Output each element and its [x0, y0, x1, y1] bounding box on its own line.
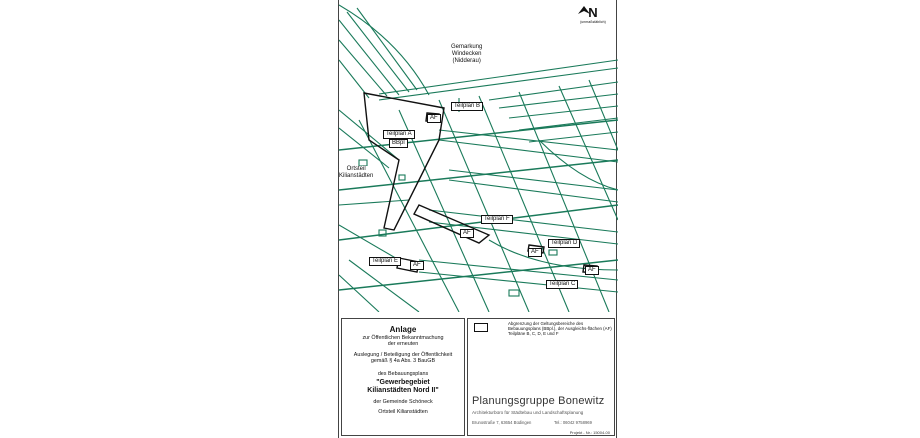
teilplan-b-label: Teilplan B — [451, 102, 483, 111]
af-label-5: AF — [585, 266, 599, 275]
af-label-3: AF — [528, 248, 542, 257]
teilplan-c-label: Teilplan C — [546, 280, 578, 289]
north-arrow-icon — [577, 6, 591, 14]
bbpl-label: BBpl — [389, 139, 408, 148]
ortsteil-label: Ortsteil Kilianstädten — [339, 166, 374, 179]
gemarkung-label: Gemarkung Windecken (Nidderau) — [451, 44, 483, 64]
teilplan-a-label: Teilplan A — [383, 130, 415, 139]
af-label-1: AF — [427, 114, 441, 123]
firm-name: Planungsgruppe Bonewitz — [472, 395, 605, 407]
firm-subtitle: Architekturbüro für Städtebau und Landschaftsplanung — [472, 410, 584, 415]
firm-phone: Tel.: 06042 9758969 — [554, 420, 592, 425]
cadastral-map — [339, 0, 618, 312]
legend-text: Abgrenzung der Geltungsbereiche des Bebauungsplans (BBpl.), der Ausgleichs-flächen (AF) Teilpläne B, C, D, E und F — [508, 321, 612, 336]
announcement-title: Anlage — [389, 325, 417, 334]
teilplan-e-label: Teilplan E — [369, 257, 401, 266]
boundary-legend-symbol — [474, 323, 488, 332]
teilplan-f-label: Teilplan F — [481, 215, 513, 224]
af-label-2: AF — [460, 229, 474, 238]
plan-name: "Gewerbegebiet — [376, 379, 430, 387]
north-arrow: N (unmaßstäblich) — [577, 6, 609, 25]
announcement-box: Anlage zur Öffentlichen Bekanntmachung der erneuten Auslegung / Beteiligung der Öffentlichkeit gemäß § 4a Abs. 3 BauGB des Bebauungsplans "Gewerbegebiet Kilianstädten Nord II" der Gemeinde Schöneck Ortsteil Kilianstädten — [341, 318, 465, 436]
af-label-4: AF — [410, 261, 424, 270]
legend-firm-box — [467, 318, 615, 436]
firm-address: Brunostraße 7, 63654 Büdingen — [472, 420, 532, 425]
teilplan-d-label: Teilplan D — [548, 239, 580, 248]
project-number: Projekt - Nr.: 15004-00 — [569, 430, 610, 435]
plan-sheet — [338, 0, 617, 438]
